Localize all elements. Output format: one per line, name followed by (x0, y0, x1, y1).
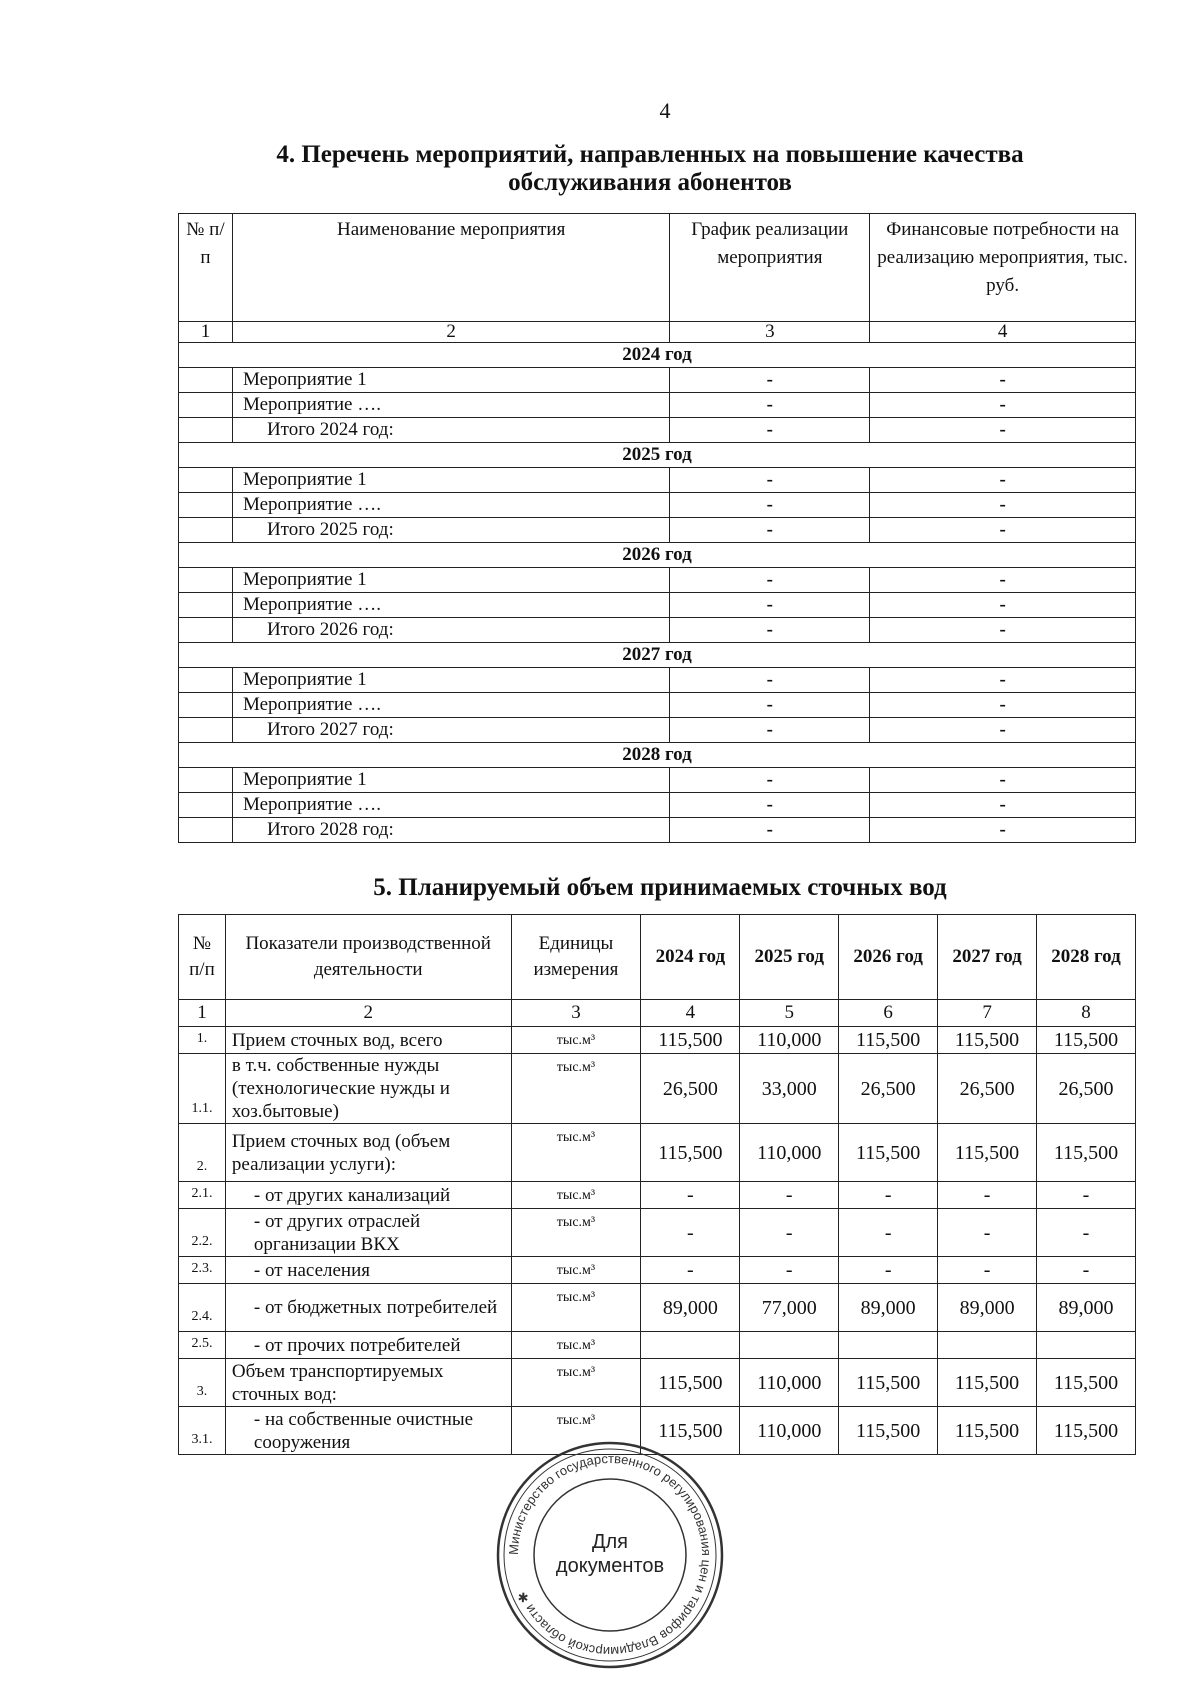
stamp-center-line2: документов (555, 1555, 665, 1577)
header-year: 2024 год (641, 915, 740, 1000)
finance-cell: - (870, 593, 1136, 618)
total-label: Итого 2025 год: (232, 518, 669, 543)
schedule-cell: - (670, 493, 870, 518)
unit-cell: тыс.м³ (511, 1209, 641, 1257)
row-no: 3. (179, 1359, 226, 1407)
row-no (179, 568, 233, 593)
year-row (179, 443, 1136, 468)
section4-table (178, 213, 1136, 843)
value-cell: 115,500 (641, 1407, 740, 1455)
row-no (179, 518, 233, 543)
finance-cell: - (870, 568, 1136, 593)
col-number: 4 (641, 1000, 740, 1027)
table-row (179, 368, 1136, 393)
value-cell: 115,500 (641, 1359, 740, 1407)
value-cell: 89,000 (938, 1284, 1037, 1332)
table-row (179, 618, 1136, 643)
indicator-label: - на собственные очистные сооружения (225, 1407, 511, 1455)
section4-title-line2: обслуживания абонентов (508, 169, 792, 196)
table-row (179, 518, 1136, 543)
row-no (179, 668, 233, 693)
header-year: 2026 год (839, 915, 938, 1000)
finance-cell: - (870, 368, 1136, 393)
header-no: № п/п (179, 915, 226, 1000)
row-no: 2.1. (179, 1182, 226, 1209)
value-cell (740, 1332, 839, 1359)
year-label: 2024 год (179, 343, 1136, 368)
value-cell: 26,500 (938, 1054, 1037, 1124)
col-number: 5 (740, 1000, 839, 1027)
value-cell: 115,500 (839, 1027, 938, 1054)
section5-table (178, 914, 1136, 1455)
row-no (179, 368, 233, 393)
table-row (179, 568, 1136, 593)
row-no: 3.1. (179, 1407, 226, 1455)
header-year: 2028 год (1037, 915, 1136, 1000)
value-cell: 115,500 (938, 1407, 1037, 1455)
value-cell: - (1037, 1209, 1136, 1257)
row-no: 2.2. (179, 1209, 226, 1257)
value-cell: - (641, 1182, 740, 1209)
col-number: 1 (179, 1000, 226, 1027)
row-no (179, 768, 233, 793)
value-cell: - (1037, 1257, 1136, 1284)
header-year: 2025 год (740, 915, 839, 1000)
schedule-cell: - (670, 818, 870, 843)
schedule-cell: - (670, 568, 870, 593)
activity-name: Мероприятие 1 (232, 368, 669, 393)
value-cell: 115,500 (1037, 1407, 1136, 1455)
col-number: 7 (938, 1000, 1037, 1027)
row-no: 1. (179, 1027, 226, 1054)
indicator-label: - от других отраслей организации ВКХ (225, 1209, 511, 1257)
table-row (179, 418, 1136, 443)
value-cell: - (839, 1209, 938, 1257)
year-row (179, 643, 1136, 668)
row-no: 2. (179, 1124, 226, 1182)
page-number: 4 (659, 98, 671, 123)
indicator-label: - от прочих потребителей (225, 1332, 511, 1359)
unit-cell: тыс.м³ (511, 1284, 641, 1332)
value-cell: 115,500 (839, 1359, 938, 1407)
value-cell: 115,500 (641, 1124, 740, 1182)
table-row (179, 1332, 1136, 1359)
section5-title: 5. Планируемый объем принимаемых сточных вод (373, 874, 947, 901)
table-row (179, 1284, 1136, 1332)
indicator-label: Объем транспортируемых сточных вод: (225, 1359, 511, 1407)
activity-name: Мероприятие 1 (232, 468, 669, 493)
indicator-label: - от населения (225, 1257, 511, 1284)
table-row (179, 493, 1136, 518)
activity-name: Мероприятие …. (232, 793, 669, 818)
finance-cell: - (870, 493, 1136, 518)
total-label: Итого 2027 год: (232, 718, 669, 743)
table-row (179, 1257, 1136, 1284)
activity-name: Мероприятие …. (232, 393, 669, 418)
total-label: Итого 2026 год: (232, 618, 669, 643)
row-no: 1.1. (179, 1054, 226, 1124)
value-cell: 115,500 (938, 1124, 1037, 1182)
row-no (179, 468, 233, 493)
value-cell: 26,500 (839, 1054, 938, 1124)
section4-title-line1: 4. Перечень мероприятий, направленных на повышение качества (276, 141, 1024, 168)
table-row (179, 1027, 1136, 1054)
value-cell: 115,500 (1037, 1124, 1136, 1182)
row-no: 2.4. (179, 1284, 226, 1332)
table-row (179, 718, 1136, 743)
schedule-cell: - (670, 468, 870, 493)
unit-cell: тыс.м³ (511, 1054, 641, 1124)
table-row (179, 1054, 1136, 1124)
finance-cell: - (870, 418, 1136, 443)
row-no (179, 593, 233, 618)
value-cell: - (641, 1209, 740, 1257)
value-cell: 77,000 (740, 1284, 839, 1332)
schedule-cell: - (670, 368, 870, 393)
schedule-cell: - (670, 593, 870, 618)
activity-name: Мероприятие …. (232, 693, 669, 718)
schedule-cell: - (670, 418, 870, 443)
value-cell: 115,500 (839, 1407, 938, 1455)
table-row (179, 693, 1136, 718)
value-cell: 115,500 (641, 1027, 740, 1054)
schedule-cell: - (670, 618, 870, 643)
indicator-label: в т.ч. собственные нужды (технологические нужды и хоз.бытовые) (225, 1054, 511, 1124)
year-label: 2027 год (179, 643, 1136, 668)
year-row (179, 343, 1136, 368)
header-unit: Единицы измерения (511, 915, 641, 1000)
year-row (179, 543, 1136, 568)
indicator-label: - от бюджетных потребителей (225, 1284, 511, 1332)
finance-cell: - (870, 768, 1136, 793)
table-row (179, 1182, 1136, 1209)
section4-body (179, 343, 1136, 843)
schedule-cell: - (670, 668, 870, 693)
value-cell: 89,000 (641, 1284, 740, 1332)
row-no (179, 393, 233, 418)
value-cell (1037, 1332, 1136, 1359)
schedule-cell: - (670, 793, 870, 818)
finance-cell: - (870, 793, 1136, 818)
row-no (179, 618, 233, 643)
indicator-label: - от других канализаций (225, 1182, 511, 1209)
activity-name: Мероприятие 1 (232, 768, 669, 793)
stamp-center-line1: Для (591, 1531, 629, 1553)
finance-cell: - (870, 618, 1136, 643)
header-year: 2027 год (938, 915, 1037, 1000)
finance-cell: - (870, 693, 1136, 718)
value-cell: 115,500 (839, 1124, 938, 1182)
value-cell: 26,500 (1037, 1054, 1136, 1124)
value-cell (938, 1332, 1037, 1359)
header-no: № п/п (179, 214, 233, 322)
value-cell: 89,000 (839, 1284, 938, 1332)
col-number: 2 (232, 322, 669, 343)
header-indicator: Показатели производственной деятельности (225, 915, 511, 1000)
finance-cell: - (870, 393, 1136, 418)
table-row (179, 393, 1136, 418)
value-cell: - (938, 1257, 1037, 1284)
value-cell: - (641, 1257, 740, 1284)
year-row (179, 743, 1136, 768)
header-name: Наименование мероприятия (232, 214, 669, 322)
value-cell: 33,000 (740, 1054, 839, 1124)
value-cell: - (839, 1257, 938, 1284)
row-no (179, 418, 233, 443)
col-number-row (179, 1000, 1136, 1027)
table-row (179, 768, 1136, 793)
value-cell: - (839, 1182, 938, 1209)
col-number: 1 (179, 322, 233, 343)
total-label: Итого 2024 год: (232, 418, 669, 443)
col-number: 4 (870, 322, 1136, 343)
row-no (179, 493, 233, 518)
row-no (179, 718, 233, 743)
value-cell: - (938, 1182, 1037, 1209)
finance-cell: - (870, 518, 1136, 543)
value-cell: 89,000 (1037, 1284, 1136, 1332)
indicator-label: Прием сточных вод (объем реализации услуги): (225, 1124, 511, 1182)
value-cell: 115,500 (938, 1359, 1037, 1407)
value-cell (641, 1332, 740, 1359)
unit-cell: тыс.м³ (511, 1182, 641, 1209)
col-number: 3 (511, 1000, 641, 1027)
table-row (179, 468, 1136, 493)
unit-cell: тыс.м³ (511, 1257, 641, 1284)
col-number: 2 (225, 1000, 511, 1027)
value-cell: 110,000 (740, 1027, 839, 1054)
table-row (179, 1209, 1136, 1257)
activity-name: Мероприятие 1 (232, 668, 669, 693)
value-cell: 26,500 (641, 1054, 740, 1124)
finance-cell: - (870, 668, 1136, 693)
table-row (179, 818, 1136, 843)
activity-name: Мероприятие 1 (232, 568, 669, 593)
table-row (179, 793, 1136, 818)
value-cell: - (740, 1209, 839, 1257)
schedule-cell: - (670, 768, 870, 793)
value-cell: - (740, 1182, 839, 1209)
col-number: 3 (670, 322, 870, 343)
schedule-cell: - (670, 518, 870, 543)
table-row (179, 668, 1136, 693)
indicator-label: Прием сточных вод, всего (225, 1027, 511, 1054)
value-cell: - (1037, 1182, 1136, 1209)
value-cell: - (740, 1257, 839, 1284)
year-label: 2026 год (179, 543, 1136, 568)
unit-cell: тыс.м³ (511, 1124, 641, 1182)
unit-cell: тыс.м³ (511, 1332, 641, 1359)
col-number: 8 (1037, 1000, 1136, 1027)
schedule-cell: - (670, 393, 870, 418)
row-no (179, 793, 233, 818)
year-label: 2028 год (179, 743, 1136, 768)
value-cell: 110,000 (740, 1359, 839, 1407)
section4-title (170, 141, 1130, 197)
value-cell: 115,500 (1037, 1359, 1136, 1407)
year-label: 2025 год (179, 443, 1136, 468)
value-cell: 115,500 (1037, 1027, 1136, 1054)
stamp-ring-text: Министерство государственного регулирования цен и тарифов Владимирской области ✱ (505, 1450, 715, 1660)
value-cell: 110,000 (740, 1407, 839, 1455)
value-cell: 110,000 (740, 1124, 839, 1182)
value-cell: 115,500 (938, 1027, 1037, 1054)
header-finance: Финансовые потребности на реализацию мероприятия, тыс. руб. (870, 214, 1136, 322)
header-schedule: График реализации мероприятия (670, 214, 870, 322)
value-cell: - (938, 1209, 1037, 1257)
table-row (179, 1359, 1136, 1407)
total-label: Итого 2028 год: (232, 818, 669, 843)
table-row (179, 1124, 1136, 1182)
value-cell (839, 1332, 938, 1359)
row-no: 2.5. (179, 1332, 226, 1359)
schedule-cell: - (670, 693, 870, 718)
section5-body (179, 1027, 1136, 1455)
unit-cell: тыс.м³ (511, 1027, 641, 1054)
row-no: 2.3. (179, 1257, 226, 1284)
unit-cell: тыс.м³ (511, 1359, 641, 1407)
finance-cell: - (870, 718, 1136, 743)
activity-name: Мероприятие …. (232, 593, 669, 618)
row-no (179, 693, 233, 718)
finance-cell: - (870, 468, 1136, 493)
official-stamp (495, 1440, 725, 1670)
schedule-cell: - (670, 718, 870, 743)
unit-cell: тыс.м³ (511, 1407, 641, 1455)
table-row (179, 593, 1136, 618)
row-no (179, 818, 233, 843)
activity-name: Мероприятие …. (232, 493, 669, 518)
col-number: 6 (839, 1000, 938, 1027)
finance-cell: - (870, 818, 1136, 843)
